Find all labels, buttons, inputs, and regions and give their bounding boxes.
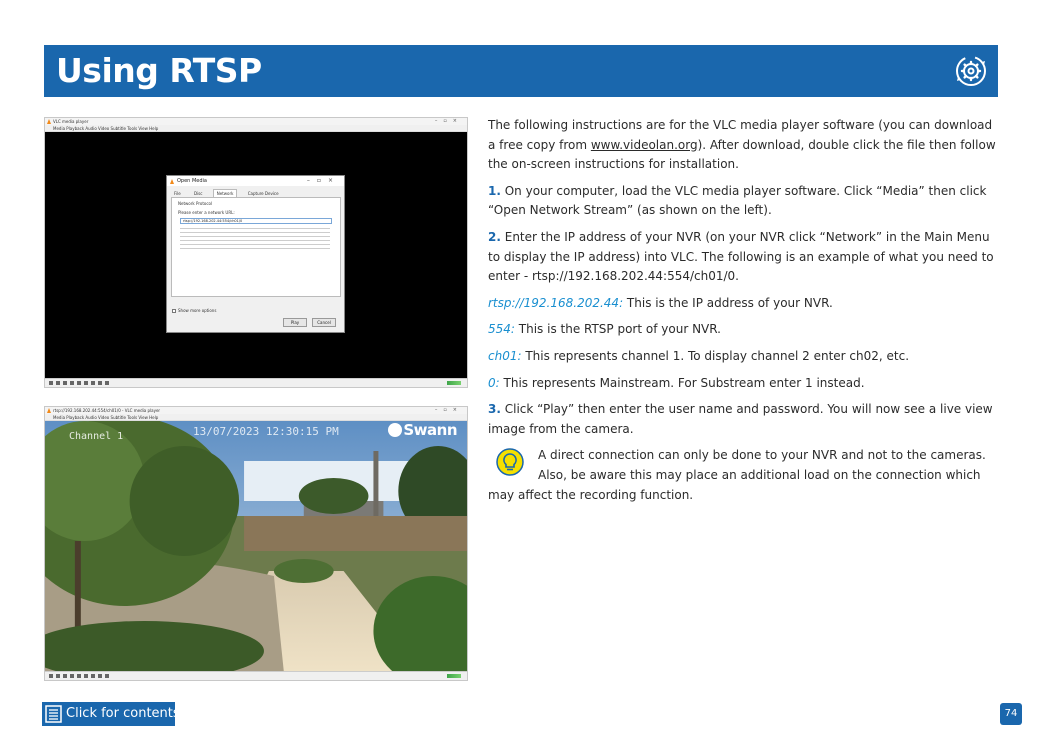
checkbox-icon bbox=[172, 309, 176, 313]
page-number: 74 bbox=[1000, 703, 1022, 725]
camera-timestamp: 13/07/2023 12:30:15 PM bbox=[193, 425, 339, 438]
vlc-controls-bar bbox=[45, 671, 467, 680]
network-url-field: rtsp://192.168.202.44:554/ch01/0 bbox=[180, 218, 332, 224]
definition-channel bbox=[488, 347, 1000, 367]
dialog-title: Open Media bbox=[177, 178, 207, 184]
definition-port bbox=[488, 320, 1000, 340]
swann-logo-icon bbox=[388, 423, 402, 437]
vlc-menu-bar bbox=[45, 414, 467, 421]
vlc-menu-bar bbox=[45, 125, 467, 132]
vlc-window-title: rtsp://192.168.202.44:554/ch01/0 - VLC media player bbox=[53, 408, 161, 413]
tip-line-1: A direct connection can only be done to your NVR and not to the cameras. bbox=[538, 448, 986, 463]
intro-text: The following instructions are for the VLC media player software (you can download a free copy from bbox=[488, 118, 993, 152]
dialog-tabs bbox=[171, 189, 341, 197]
playback-buttons bbox=[49, 674, 109, 678]
step-1-text: On your computer, load the VLC media player software. Click “Media” then click “Open Network Stream” (as shown on the left). bbox=[488, 183, 987, 218]
swann-logo bbox=[388, 421, 457, 439]
dialog-window-controls: –▫× bbox=[306, 177, 340, 184]
cancel-button: Cancel bbox=[312, 318, 336, 327]
settings-gear-icon bbox=[954, 54, 988, 88]
document-icon bbox=[45, 705, 62, 723]
vlc-open-media-screenshot bbox=[44, 117, 468, 388]
vlc-title-bar bbox=[45, 118, 467, 125]
page-title: Using RTSP bbox=[56, 51, 262, 90]
definition-stream-text: This represents Mainstream. For Substream enter 1 instead. bbox=[499, 375, 865, 390]
intro-text-end: ). After download, double click the file then follow the on-screen instructions for installation. bbox=[488, 137, 996, 172]
step-3-number: 3. bbox=[488, 402, 501, 417]
open-media-dialog bbox=[166, 175, 345, 333]
vlc-window-title: VLC media player bbox=[53, 119, 89, 124]
step-2 bbox=[488, 228, 1000, 287]
tab-file: File bbox=[174, 191, 181, 196]
url-prompt: Please enter a network URL: bbox=[178, 210, 235, 215]
step-3-text: Click “Play” then enter the user name and password. You will now see a live view image from the camera. bbox=[488, 402, 993, 436]
camera-live-view-screenshot bbox=[44, 406, 468, 681]
tip-line-2: Also, be aware this may place an additional load on the connection which bbox=[538, 467, 981, 482]
step-1 bbox=[488, 182, 1000, 221]
swann-logo-text: Swann bbox=[403, 421, 457, 439]
step-1-number: 1. bbox=[488, 183, 501, 198]
playback-buttons bbox=[49, 381, 109, 385]
definition-stream bbox=[488, 374, 1000, 394]
definition-channel-text: This represents channel 1. To display channel 2 enter ch02, etc. bbox=[521, 348, 910, 363]
vlc-cone-icon bbox=[170, 179, 174, 184]
definition-port-key: 554: bbox=[488, 322, 515, 337]
dialog-title-bar bbox=[167, 176, 344, 186]
step-2-number: 2. bbox=[488, 229, 501, 244]
contents-button[interactable] bbox=[42, 702, 180, 726]
tab-network: Network bbox=[213, 189, 238, 198]
network-panel bbox=[171, 197, 341, 297]
network-protocol-label: Network Protocol bbox=[178, 201, 213, 206]
url-examples bbox=[180, 228, 330, 252]
vlc-cone-icon bbox=[47, 408, 51, 413]
definition-port-text: This is the RTSP port of your NVR. bbox=[514, 322, 721, 337]
vlc-menu-items: Media Playback Audio Video Subtitle Tools View Help bbox=[53, 415, 159, 420]
tip-note bbox=[488, 446, 1000, 505]
window-controls: –▫× bbox=[434, 118, 463, 124]
lightbulb-icon bbox=[496, 448, 524, 476]
volume-indicator bbox=[447, 674, 461, 678]
definition-channel-key: ch01: bbox=[488, 348, 522, 363]
definition-ip-text: This is the IP address of your NVR. bbox=[623, 295, 833, 310]
camera-channel-label: Channel 1 bbox=[69, 431, 124, 442]
play-button: Play bbox=[283, 318, 307, 327]
tab-disc: Disc bbox=[193, 191, 203, 196]
vlc-menu-items: Media Playback Audio Video Subtitle Tools View Help bbox=[53, 126, 159, 131]
definition-ip-key: rtsp://192.168.202.44: bbox=[488, 295, 624, 310]
volume-indicator bbox=[447, 381, 461, 385]
definition-stream-key: 0: bbox=[488, 375, 500, 390]
camera-garden-image bbox=[45, 421, 467, 672]
vlc-controls-bar bbox=[45, 378, 467, 387]
intro-paragraph bbox=[488, 116, 1000, 175]
tab-capture-device: Capture Device bbox=[247, 191, 279, 196]
instructions-text bbox=[488, 116, 1000, 505]
show-more-options-label: Show more options bbox=[178, 308, 217, 313]
vlc-title-bar bbox=[45, 407, 467, 414]
tip-line-3: may affect the recording function. bbox=[488, 487, 694, 502]
contents-button-label: Click for contents bbox=[66, 706, 180, 721]
vlc-cone-icon bbox=[47, 119, 51, 124]
window-controls: –▫× bbox=[434, 407, 463, 413]
show-more-options bbox=[172, 308, 216, 313]
step-3 bbox=[488, 400, 1000, 439]
step-2-text: Enter the IP address of your NVR (on your NVR click “Network” in the Main Menu to display the IP address) into VLC. The following is an example of what you need to enter - rtsp://192.168.202.44:554/ch01/0. bbox=[488, 229, 994, 284]
videolan-link[interactable]: www.videolan.org bbox=[590, 137, 698, 152]
definition-ip bbox=[488, 294, 1000, 314]
page-header bbox=[44, 45, 998, 97]
